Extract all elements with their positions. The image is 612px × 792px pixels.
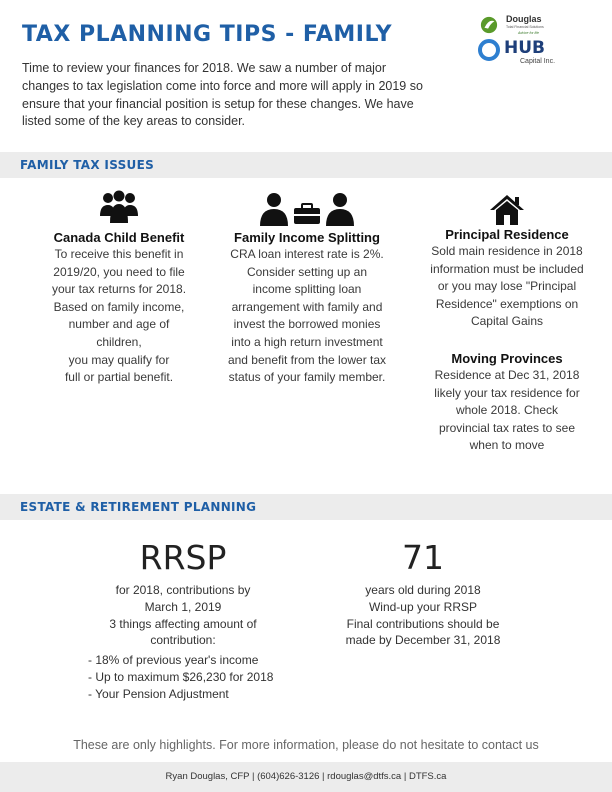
child-benefit-line: your tax returns for 2018. [51, 282, 187, 297]
rrsp-line: 3 things affecting amount of [109, 616, 257, 631]
age-headline: 71 [402, 538, 444, 577]
child-benefit-line: Based on family income, [53, 299, 185, 314]
moving-provinces-line: when to move [469, 438, 545, 453]
age-line: Final contributions should be [346, 616, 500, 631]
rrsp-headline: RRSP [139, 538, 227, 577]
income-splitting-line: status of your family member. [228, 370, 386, 385]
moving-provinces-line: provincial tax rates to see [438, 420, 576, 435]
people-briefcase-icon [260, 192, 354, 226]
logo-hub-name: HUB [504, 38, 545, 58]
rrsp-text [70, 582, 296, 649]
child-benefit-line: children, [96, 334, 142, 349]
child-benefit-column [36, 190, 202, 387]
income-splitting-line: into a high return investment [231, 334, 383, 349]
principal-residence-line: Capital Gains [470, 314, 544, 329]
rrsp-line: for 2018, contributions by [115, 583, 251, 597]
child-benefit-heading: Canada Child Benefit [53, 230, 185, 245]
principal-residence-line: or you may lose "Principal [437, 279, 577, 294]
list-item: - Up to maximum $26,230 for 2018 [88, 669, 274, 684]
douglas-leaf-icon [480, 16, 498, 34]
logo-hub-subtitle: Capital Inc. [520, 58, 556, 65]
income-splitting-heading: Family Income Splitting [234, 230, 380, 245]
list-item: - 18% of previous year's income [88, 653, 259, 667]
age-line: Wind-up your RRSP [368, 599, 478, 614]
logo-douglas-name: Douglas [506, 14, 542, 24]
intro-paragraph: Time to review your finances for 2018. We saw a number of major changes to tax legislation come into force and more will apply in 2019 so ensure that your financial position is setup for these changes. We have listed some of the key areas to consider. [22, 61, 423, 129]
principal-residence-line: Sold main residence in 2018 [431, 244, 583, 258]
section-label-family: FAMILY TAX ISSUES [20, 158, 155, 172]
section-band-family [0, 152, 612, 178]
child-benefit-line: you may qualify for [68, 352, 170, 367]
logo-douglas-tagline: Advice for life [518, 31, 540, 35]
child-benefit-line: number and age of [68, 317, 170, 332]
age-line: years old during 2018 [365, 583, 481, 597]
child-benefit-line: full or partial benefit. [64, 370, 174, 385]
logo-douglas-subtitle: Total Financial Solutions [506, 25, 544, 29]
income-splitting-line: CRA loan interest rate is 2%. [230, 247, 384, 261]
income-splitting-line: invest the borrowed monies [233, 317, 381, 332]
child-benefit-line: 2019/20, you need to file [53, 264, 185, 279]
hub-circle-icon [478, 39, 500, 61]
rrsp-line: contribution: [150, 633, 216, 648]
family-group-icon [99, 190, 139, 224]
list-item: - Your Pension Adjustment [88, 686, 229, 701]
section-band-estate [0, 494, 612, 520]
company-logo [476, 12, 566, 68]
principal-residence-line: information must be included [430, 261, 584, 276]
age-text [318, 582, 528, 649]
closing-note: These are only highlights. For more information, please do not hesitate to contact us [73, 738, 539, 752]
moving-provinces-line: whole 2018. Check [455, 403, 559, 418]
contact-footer: Ryan Douglas, CFP | (604)626-3126 | rdouglas@dtfs.ca | DTFS.ca [0, 762, 612, 792]
income-splitting-line: arrangement with family and [231, 299, 383, 314]
income-splitting-column [216, 192, 398, 387]
rrsp-line: March 1, 2019 [144, 599, 222, 614]
moving-provinces-line: likely your tax residence for [434, 385, 580, 400]
income-splitting-line: and benefit from the lower tax [227, 352, 387, 367]
rrsp-bullet-list [88, 652, 273, 702]
age-line: made by December 31, 2018 [345, 633, 501, 648]
income-splitting-line: income splitting loan [252, 282, 362, 297]
page-title: TAX PLANNING TIPS - FAMILY [22, 22, 392, 47]
house-icon [489, 194, 525, 226]
moving-provinces-line: Residence at Dec 31, 2018 [434, 367, 580, 382]
moving-provinces-heading: Moving Provinces [451, 350, 563, 366]
section-label-estate: ESTATE & RETIREMENT PLANNING [20, 500, 257, 514]
child-benefit-line: To receive this benefit in [54, 247, 184, 261]
principal-residence-line: Residence" exemptions on [435, 296, 579, 311]
principal-residence-column [418, 194, 596, 455]
income-splitting-line: Consider setting up an [246, 264, 368, 279]
principal-residence-heading: Principal Residence [445, 227, 569, 242]
